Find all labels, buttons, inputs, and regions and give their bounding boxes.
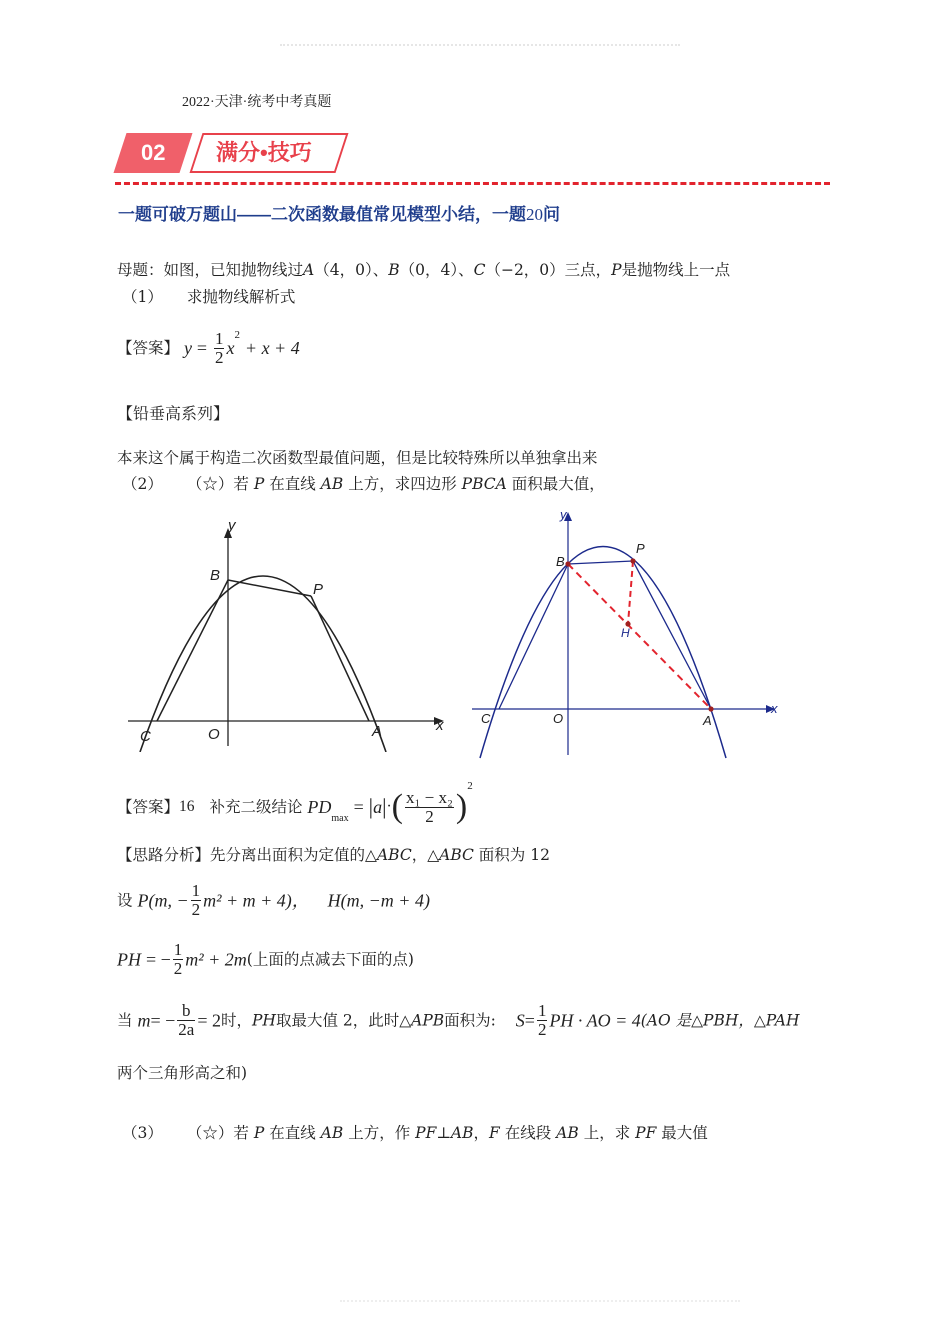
answer-2: 【答案】16 补充二级结论 $PD_{max} = |a|\cdot$( $\frac{\text{x₁ − x₂}}{2}$ )$^2$ (117, 780, 473, 826)
segment-CB (157, 580, 228, 721)
mother-problem: 母题：如图，已知抛物线过A（4，0）、B（0，4）、C（−2，0）三点，P是抛物线上一点 (117, 261, 731, 279)
question-2: （2） （☆）若 P 在直线 AB 上方，求四边形 PBCA 面积最大值， (122, 475, 605, 493)
point-B (565, 561, 570, 566)
top-dots (280, 44, 680, 54)
label-A: A (372, 723, 383, 740)
section-number: 02 (114, 133, 193, 173)
continuation-line: 两个三角形高之和) (117, 1064, 248, 1082)
label-P: P (313, 581, 324, 598)
label-x: x (771, 701, 778, 716)
label-y: y (560, 507, 567, 522)
segment-PA (633, 561, 711, 709)
label-P: P (636, 541, 645, 556)
figure-2 (466, 505, 786, 762)
label-O: O (208, 726, 220, 743)
label-B: B (556, 554, 565, 569)
section-title: 满分•技巧 (190, 133, 349, 173)
label-y: y (228, 517, 236, 534)
analysis-line: 【思路分析】先分离出面积为定值的△ABC，△ABC 面积为 12 (117, 846, 550, 864)
point-P (630, 558, 635, 563)
label-B: B (210, 567, 221, 584)
segment-BP (568, 561, 633, 564)
label-x: x (436, 717, 444, 734)
label-O: O (553, 711, 564, 726)
label-C: C (481, 711, 491, 726)
parabola (140, 576, 386, 752)
point-A (708, 706, 713, 711)
segment-BP (228, 580, 311, 596)
label-H: H (621, 626, 630, 640)
segment-PA (311, 596, 369, 721)
dashed-PH (628, 561, 633, 624)
set-p-line: 设 P(m, − $\frac{1}{2}$ m² + m + 4)， H(m, −m + 4) (117, 881, 430, 919)
question-3: （3） （☆）若 P 在直线 AB 上方，作 PF⊥AB，F 在线段 AB 上，求 PF 最大值 (122, 1124, 708, 1142)
answer-1: 【答案】 y = $\frac{1}{2}$ $x^2 + x + 4$ (117, 328, 300, 367)
ph-line: PH = − $\frac{1}{2}$ m² + 2m(上面的点减去下面的点) (117, 940, 414, 978)
question-1: （1） 求抛物线解析式 (122, 288, 296, 306)
section-heading: 一题可破万题山——二次函数最值常见模型小结，一题20问 (118, 205, 560, 224)
series-title: 【铅垂高系列】 (117, 404, 230, 423)
label-C: C (140, 728, 151, 745)
intro-text: 本来这个属于构造二次函数型最值问题，但是比较特殊所以单独拿出来 (117, 449, 598, 467)
fraction: $\frac{1}{2}$ (214, 328, 224, 367)
figure-1 (118, 512, 453, 752)
label-A: A (703, 713, 712, 728)
when-line: 当 m= − $\frac{b}{2a}$ = 2时，PH取最大值 2，此时△APB面积为: S= $\frac{1}{2}$ PH · AO = 4(AO 是△PBH，△PAH (117, 1001, 800, 1039)
separator-line (115, 182, 830, 185)
source-label: 2022·天津·统考中考真题 (182, 95, 332, 110)
segment-CB (499, 564, 568, 709)
bottom-dots (340, 1300, 740, 1310)
dashed-BA (568, 564, 711, 709)
parabola (480, 547, 726, 759)
